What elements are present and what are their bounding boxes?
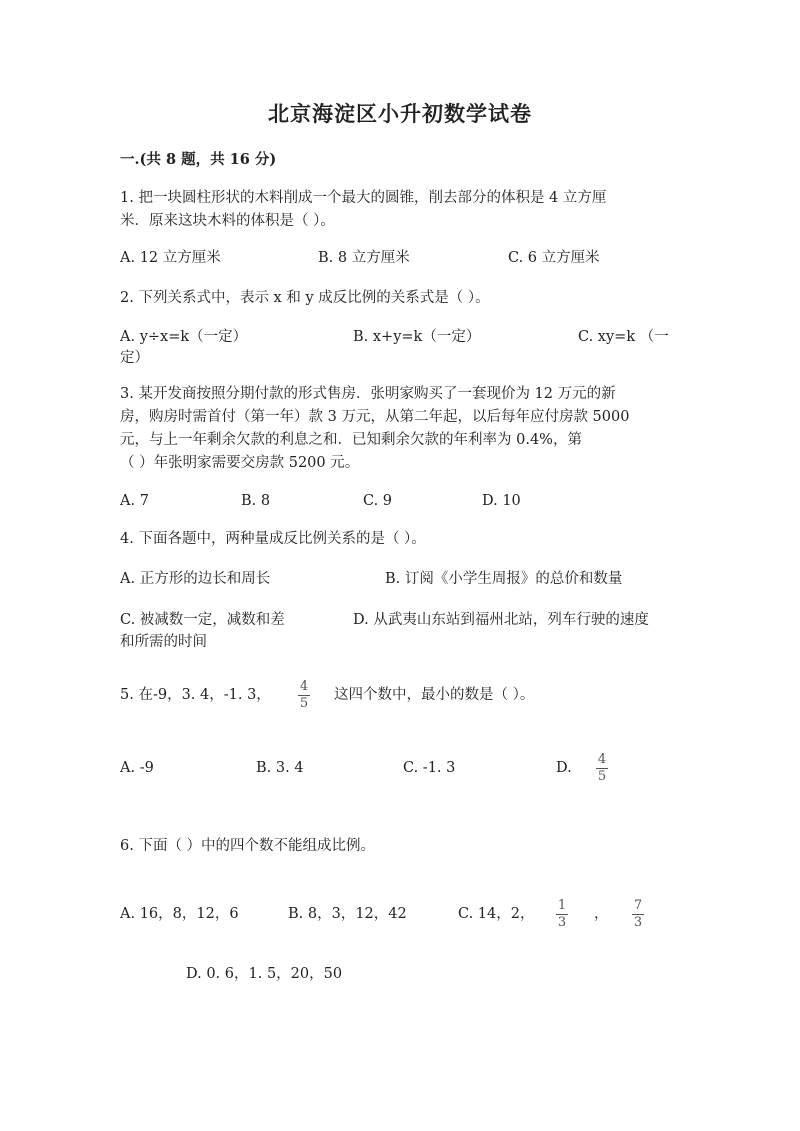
question-3-option-d[interactable]: D. 10 — [482, 493, 521, 509]
question-1-option-b[interactable]: B. 8 立方厘米 — [318, 250, 410, 266]
section-heading: 一.(共 8 题，共 16 分) — [120, 151, 277, 168]
question-6-option-c[interactable]: C. 14，2， — [458, 906, 535, 922]
question-2-option-c[interactable]: C. xy=k （一 — [578, 329, 669, 345]
question-5-option-d-fraction — [594, 753, 610, 784]
fraction-denominator: 5 — [597, 769, 607, 784]
question-2-option-a[interactable]: A. y÷x=k（一定） — [120, 329, 248, 345]
question-6-option-d[interactable]: D. 0. 6，1. 5，20，50 — [186, 966, 343, 982]
fraction-denominator: 3 — [557, 915, 567, 930]
question-3-stem-line-1: 3. 某开发商按照分期付款的形式售房．张明家购买了一套现价为 12 万元的新 — [120, 386, 616, 402]
question-2-option-b[interactable]: B. x+y=k（一定） — [353, 329, 481, 345]
question-4-option-a[interactable]: A. 正方形的边长和周长 — [120, 571, 271, 587]
fraction-denominator: 5 — [299, 696, 309, 711]
question-6-option-c-separator: ， — [594, 906, 609, 922]
fraction-numerator: 4 — [597, 752, 607, 767]
question-4-option-c[interactable]: C. 被减数一定，减数和差 — [120, 612, 285, 628]
question-1-stem-line-2: 米．原来这块木料的体积是（ ）。 — [120, 213, 335, 229]
question-3-stem-line-3: 元，与上一年剩余欠款的利息之和．已知剩余欠款的年利率为 0.4%，第 — [120, 432, 582, 448]
question-2-option-c-continued: 定） — [120, 350, 149, 366]
question-1-option-c[interactable]: C. 6 立方厘米 — [508, 250, 600, 266]
page-title: 北京海淀区小升初数学试卷 — [268, 101, 532, 126]
question-3-option-b[interactable]: B. 8 — [241, 493, 271, 509]
question-3-stem-line-2: 房，购房时需首付（第一年）款 3 万元，从第二年起，以后每年应付房款 5000 — [120, 409, 630, 425]
question-6-option-c-fraction-2 — [630, 899, 646, 930]
question-6-option-b[interactable]: B. 8，3，12，42 — [288, 906, 407, 922]
question-5-stem-fraction — [296, 680, 312, 711]
question-5-stem-start: 5. 在-9，3. 4，-1. 3， — [120, 687, 271, 703]
question-2-stem: 2. 下列关系式中，表示 x 和 y 成反比例的关系式是（ ）。 — [120, 290, 490, 306]
fraction-denominator: 3 — [633, 915, 643, 930]
question-5-option-d[interactable]: D. — [556, 760, 572, 776]
question-4-stem: 4. 下面各题中，两种量成反比例关系的是（ ）。 — [120, 531, 426, 547]
question-4-option-d[interactable]: D. 从武夷山东站到福州北站，列车行驶的速度 — [353, 612, 649, 628]
question-3-option-a[interactable]: A. 7 — [120, 493, 149, 509]
question-3-stem-line-4: （ ）年张明家需要交房款 5200 元。 — [120, 455, 360, 471]
question-5-option-c[interactable]: C. -1. 3 — [403, 760, 456, 776]
question-4-option-d-continued: 和所需的时间 — [120, 634, 207, 650]
question-6-stem: 6. 下面（ ）中的四个数不能组成比例。 — [120, 838, 376, 854]
question-6-option-a[interactable]: A. 16，8，12，6 — [120, 906, 239, 922]
fraction-numerator: 4 — [299, 679, 309, 694]
fraction-numerator: 1 — [557, 898, 567, 913]
question-4-option-b[interactable]: B. 订阅《小学生周报》的总价和数量 — [385, 571, 623, 587]
question-1-option-a[interactable]: A. 12 立方厘米 — [120, 250, 221, 266]
question-5-option-b[interactable]: B. 3. 4 — [256, 760, 304, 776]
question-6-option-c-fraction-1 — [554, 899, 570, 930]
question-1-stem-line-1: 1. 把一块圆柱形状的木料削成一个最大的圆锥，削去部分的体积是 4 立方厘 — [120, 190, 607, 206]
question-5-option-a[interactable]: A. -9 — [120, 760, 154, 776]
question-3-option-c[interactable]: C. 9 — [363, 493, 393, 509]
question-5-stem-end: 这四个数中，最小的数是（ ）。 — [334, 687, 535, 703]
fraction-numerator: 7 — [633, 898, 643, 913]
